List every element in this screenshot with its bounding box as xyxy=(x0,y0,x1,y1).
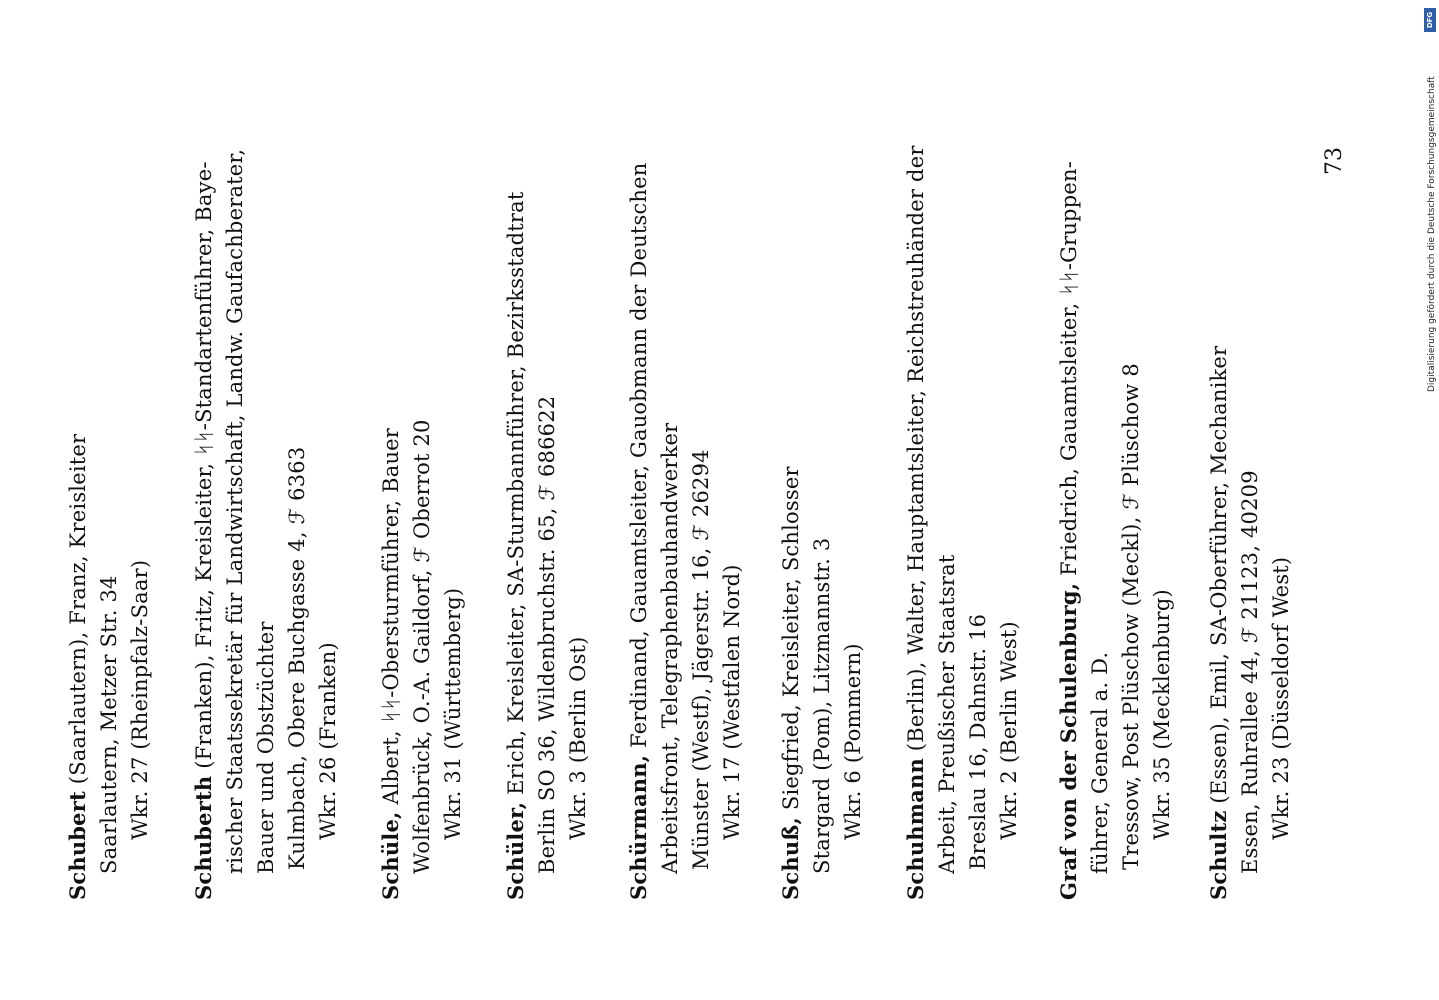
entry-line: Kulmbach, Obere Buchgasse 4, ℱ 6363 xyxy=(285,446,309,870)
entry-name: Schuß, xyxy=(778,817,803,900)
entry-name: Schüle, xyxy=(378,811,403,900)
entry-line: Berlin SO 36, Wildenbruchstr. 65, ℱ 686622 xyxy=(535,395,559,874)
entry-schulenburg xyxy=(1053,161,1178,900)
entry-name: Schultz xyxy=(1206,810,1231,900)
entry-schubert xyxy=(62,434,156,900)
entry-line: Erich, Kreisleiter, SA-Sturmbannführer, Bezirksstadtrat xyxy=(504,191,528,795)
entry-line: Ferdinand, Gauamtsleiter, Gauobmann der Deutschen xyxy=(627,162,651,748)
dfg-logo: DFG xyxy=(1424,8,1436,32)
entry-line: Arbeitsfront, Telegraphenbauhandwerker xyxy=(658,422,682,874)
entry-line: Wkr. 2 (Berlin West) xyxy=(997,621,1021,840)
entry-line: (Berlin), Walter, Hauptamtsleiter, Reichstreuhänder der xyxy=(904,145,928,752)
entry-line: führer, General a. D. xyxy=(1088,651,1112,874)
entry-name: Schubert xyxy=(65,791,90,900)
entry-line: Bauer und Obstzüchter xyxy=(254,621,278,874)
entry-line: Arbeit, Preußischer Staatsrat xyxy=(935,554,959,874)
entry-schultz xyxy=(1203,346,1297,900)
entry-schuberth xyxy=(188,149,344,900)
entry-line: Albert, ᛋᛋ-Obersturmführer, Bauer xyxy=(379,427,403,805)
page-number: 73 xyxy=(1322,147,1347,175)
entry-line: (Franken), Fritz, Kreisleiter, ᛋᛋ-Standartenführer, Baye- xyxy=(192,161,216,769)
entry-line: Tressow, Post Plüschow (Meckl), ℱ Plüschow 8 xyxy=(1119,363,1143,870)
entry-schuss xyxy=(775,466,869,900)
entry-schueler xyxy=(500,192,594,900)
entry-schuele xyxy=(375,419,469,900)
entry-line: Wkr. 17 (Westfalen Nord) xyxy=(720,564,744,840)
entry-name: Schuberth xyxy=(191,775,216,900)
entry-line: Wkr. 3 (Berlin Ost) xyxy=(566,636,590,840)
entry-line: (Essen), Emil, SA-Oberführer, Mechaniker xyxy=(1207,345,1231,804)
entry-line: Breslau 16, Dahnstr. 16 xyxy=(966,613,990,870)
entry-line: Friedrich, Gauamtsleiter, ᛋᛋ-Gruppen- xyxy=(1057,161,1081,576)
entry-line: Münster (Westf), Jägerstr. 16, ℱ 26294 xyxy=(689,449,713,870)
entry-schuermann xyxy=(623,162,748,900)
entry-line: Siegfried, Kreisleiter, Schlosser xyxy=(779,466,803,811)
entry-name: Schuhmann xyxy=(903,758,928,900)
entry-line: Wkr. 27 (Rheinpfalz-Saar) xyxy=(128,559,152,840)
entry-name: Graf von der Schulenburg, xyxy=(1056,582,1081,900)
entry-schuhmann xyxy=(900,145,1025,900)
entry-name: Schürmann, xyxy=(626,754,651,900)
digitization-credit: Digitalisierung gefördert durch die Deutsche Forschungsgemeinschaft xyxy=(1427,76,1437,392)
entry-line: Wkr. 31 (Württemberg) xyxy=(441,587,465,840)
entry-line: rischer Staatssekretär für Landwirtschaft, Landw. Gaufachberater, xyxy=(223,148,247,874)
entry-name: Schüler, xyxy=(503,801,528,900)
entry-line: (Saarlautern), Franz, Kreisleiter xyxy=(66,433,90,785)
entry-line: Wkr. 23 (Düsseldorf West) xyxy=(1269,556,1293,840)
entry-line: Stargard (Pom), Litzmannstr. 3 xyxy=(810,537,834,874)
entry-line: Wkr. 6 (Pommern) xyxy=(841,643,865,840)
entry-line: Essen, Ruhrallee 44, ℱ 21123, 40209 xyxy=(1238,470,1262,874)
entry-line: Wkr. 35 (Mecklenburg) xyxy=(1150,589,1174,840)
entry-line: Wkr. 26 (Franken) xyxy=(316,642,340,840)
entry-line: Wolfenbrück, O.-A. Gaildorf, ℱ Oberrot 20 xyxy=(410,419,434,874)
entry-line: Saarlautern, Metzer Str. 34 xyxy=(97,575,121,874)
